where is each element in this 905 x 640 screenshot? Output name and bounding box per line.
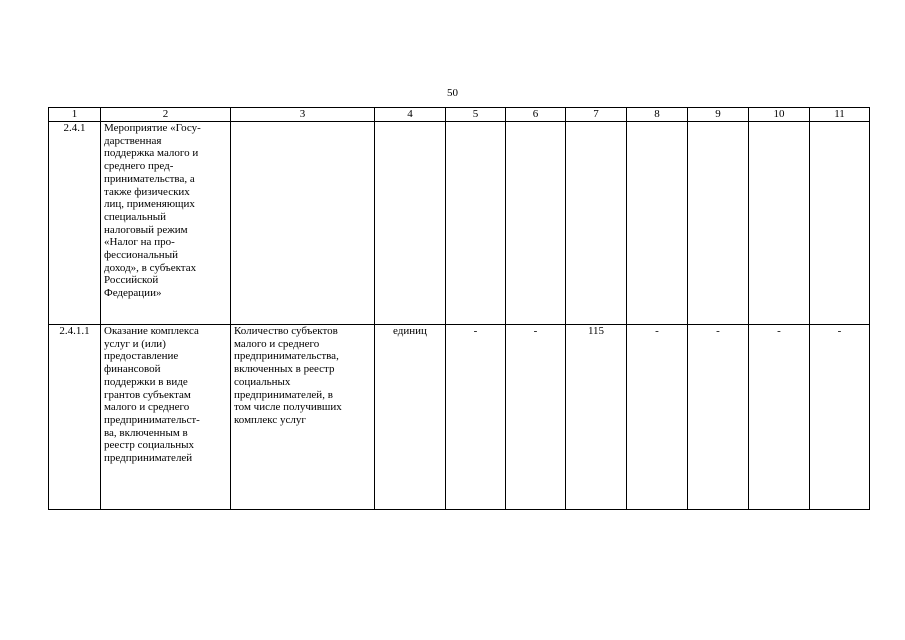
column-header: 10 [749,108,810,122]
column-header: 5 [446,108,506,122]
indicator-text: Количество субъектов малого и среднего предпринимательства, включенных в реестр социальных предпринимателей, в том числе получивших комплекс услуг [234,325,342,426]
value-cell [688,122,749,325]
unit-cell [375,122,446,325]
value-cell [506,122,566,325]
row-number: 2.4.1.1 [59,325,90,337]
value-cell [506,325,566,510]
row-number-cell [49,325,101,510]
activity-name: Оказание комплекса услуг и (или) предоставление финансовой поддержки в виде грантов субъектам малого и среднего предпринимательст- ва, включенным в реестр социальных предпринимателей [104,325,200,465]
table-header-row [49,108,870,122]
value-cell [446,122,506,325]
column-header: 3 [231,108,375,122]
column-header: 9 [688,108,749,122]
indicator-cell [231,325,375,510]
column-header: 6 [506,108,566,122]
value-text: - [533,325,538,337]
value-cell [810,325,870,510]
value-cell [446,325,506,510]
column-header: 11 [810,108,870,122]
row-number-cell [49,122,101,325]
indicator-cell [231,122,375,325]
value-text: 115 [587,325,605,337]
value-text: - [655,325,659,337]
value-cell [749,122,810,325]
column-header: 1 [49,108,101,122]
column-header: 2 [101,108,231,122]
value-cell [627,122,688,325]
value-text: - [716,325,720,337]
value-text: - [473,325,478,337]
table-row [49,325,870,510]
page-number: 50 [447,87,458,99]
value-cell [566,325,627,510]
value-cell [810,122,870,325]
activity-name-cell [101,122,231,325]
activity-name-cell [101,325,231,510]
unit-text: единиц [393,325,427,337]
row-number: 2.4.1 [63,122,86,134]
activity-name: Мероприятие «Госу- дарственная поддержка малого и среднего пред- принимательства, а также физических лиц, применяющих специальный налоговый режим «Налог на про- фессиональный доход», в субъектах Российской Федерации» [104,122,201,300]
value-cell [749,325,810,510]
column-header: 7 [566,108,627,122]
value-cell [566,122,627,325]
value-cell [627,325,688,510]
value-cell [688,325,749,510]
unit-cell [375,325,446,510]
table-row [49,122,870,325]
column-header: 8 [627,108,688,122]
value-text: - [777,325,781,337]
data-table [48,107,870,510]
column-header: 4 [375,108,446,122]
value-text: - [837,325,842,337]
